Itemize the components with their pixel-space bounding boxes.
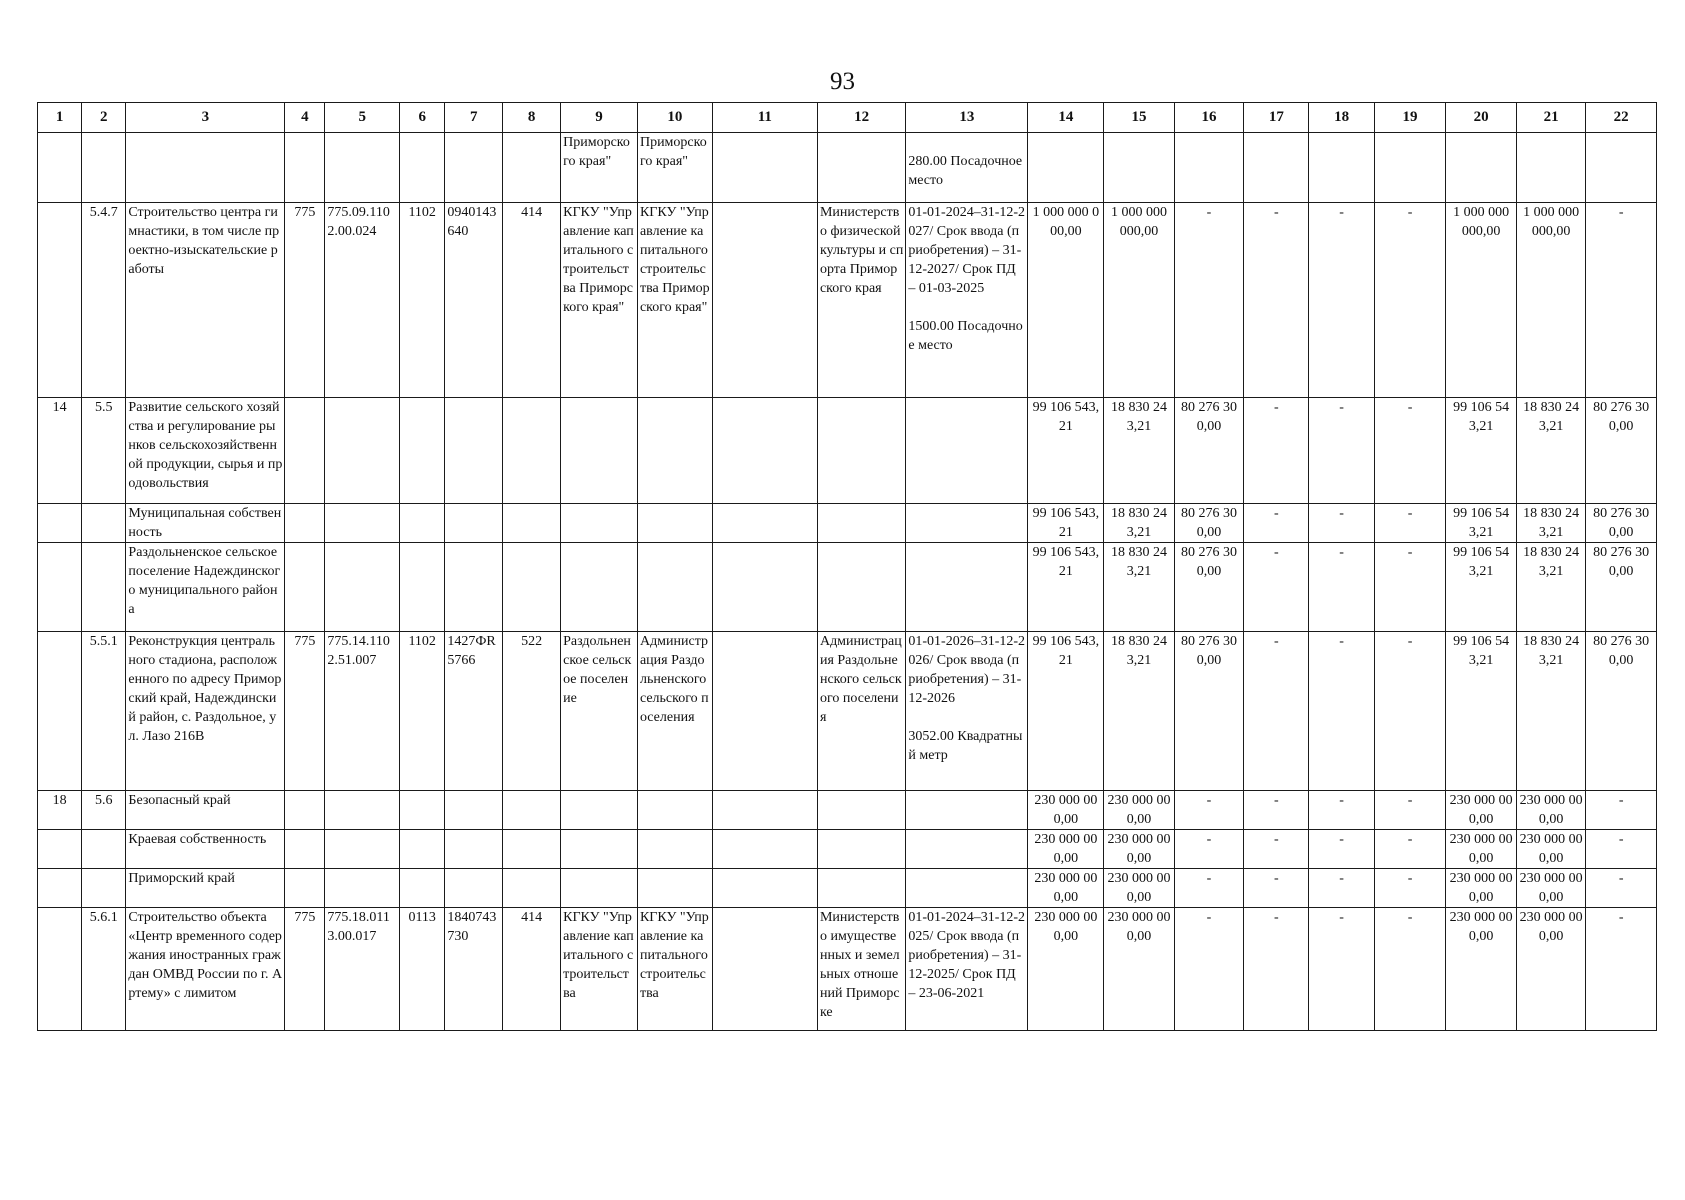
cell-col-9 [561,791,638,830]
table-row [38,133,1657,203]
cell-col-20: 1 000 000 000,00 [1446,203,1517,398]
cell-col-19: - [1374,203,1446,398]
column-header-20: 20 [1446,103,1517,133]
cell-col-14: 230 000 000,00 [1028,830,1104,869]
cell-col-5: 775.18.0113.00.017 [325,908,400,1031]
deadline-text: 01-01-2024–31-12-2025/ Срок ввода (приобретения) – 31-12-2025/ Срок ПД – 23-06-2021 [908,910,1026,1001]
cell-col-9 [561,398,638,504]
column-header-8: 8 [503,103,561,133]
cell-col-6 [400,543,445,632]
cell-col-3: Реконструкция центрального стадиона, расположенного по адресу Приморский край, Надеждинский район, с. Раздольное, ул. Лазо 216В [126,632,285,791]
cell-col-16: 80 276 300,00 [1174,504,1243,543]
cell-col-18: - [1309,543,1374,632]
cell-col-10 [637,869,712,908]
column-header-12: 12 [817,103,905,133]
cell-col-22: - [1586,791,1657,830]
cell-col-6 [400,398,445,504]
column-header-17: 17 [1244,103,1309,133]
cell-col-12 [817,830,905,869]
cell-col-5 [325,504,400,543]
cell-col-4 [285,869,325,908]
cell-col-10 [637,398,712,504]
cell-col-6 [400,869,445,908]
cell-col-10 [637,543,712,632]
cell-col-12: Администрация Раздольненского сельского поселения [817,632,905,791]
cell-col-21: 230 000 000,00 [1516,869,1585,908]
cell-col-13 [906,203,1028,398]
column-header-22: 22 [1586,103,1657,133]
table-row [38,869,1657,908]
cell-col-7 [445,791,503,830]
cell-col-15 [1104,133,1175,203]
cell-col-14: 99 106 543,21 [1028,632,1104,791]
cell-col-10 [637,830,712,869]
column-header-9: 9 [561,103,638,133]
cell-col-16: - [1174,203,1243,398]
cell-col-6 [400,504,445,543]
cell-col-15: 18 830 243,21 [1104,398,1175,504]
cell-col-19: - [1374,908,1446,1031]
cell-col-7 [445,504,503,543]
cell-col-17: - [1244,830,1309,869]
cell-col-14: 230 000 000,00 [1028,791,1104,830]
cell-col-11 [712,398,817,504]
cell-col-17: - [1244,869,1309,908]
cell-col-16 [1174,133,1243,203]
cell-col-1 [38,632,82,791]
cell-col-9: Раздольненское сельское поселение [561,632,638,791]
cell-col-13 [906,908,1028,1031]
cell-col-14: 99 106 543,21 [1028,543,1104,632]
column-header-16: 16 [1174,103,1243,133]
cell-col-3: Муниципальная собственность [126,504,285,543]
column-header-11: 11 [712,103,817,133]
column-header-3: 3 [126,103,285,133]
cell-col-7 [445,133,503,203]
cell-col-12 [817,133,905,203]
cell-col-10: КГКУ "Управление капитального строительства [637,908,712,1031]
cell-col-20: 99 106 543,21 [1446,543,1517,632]
cell-col-22: 80 276 300,00 [1586,543,1657,632]
cell-col-15: 18 830 243,21 [1104,632,1175,791]
cell-col-4: 775 [285,632,325,791]
cell-col-15: 18 830 243,21 [1104,504,1175,543]
cell-col-7: 1427ФR5766 [445,632,503,791]
cell-col-3: Краевая собственность [126,830,285,869]
cell-col-15: 1 000 000 000,00 [1104,203,1175,398]
cell-col-3: Развитие сельского хозяйства и регулирование рынков сельскохозяйственной продукции, сырья и продовольствия [126,398,285,504]
cell-col-2: 5.6.1 [82,908,126,1031]
column-header-5: 5 [325,103,400,133]
cell-col-14: 99 106 543,21 [1028,398,1104,504]
cell-col-17 [1244,133,1309,203]
cell-col-11 [712,543,817,632]
cell-col-11 [712,504,817,543]
cell-col-7 [445,398,503,504]
cell-col-10 [637,504,712,543]
column-header-4: 4 [285,103,325,133]
cell-col-14: 1 000 000 000,00 [1028,203,1104,398]
cell-col-12 [817,791,905,830]
cell-col-21: 18 830 243,21 [1516,632,1585,791]
table-body [38,133,1657,1031]
cell-col-13 [906,830,1028,869]
column-header-7: 7 [445,103,503,133]
cell-col-17: - [1244,908,1309,1031]
cell-col-3: Строительство центра гимнастики, в том числе проектно-изыскательские работы [126,203,285,398]
cell-col-18: - [1309,398,1374,504]
column-header-2: 2 [82,103,126,133]
cell-col-2 [82,869,126,908]
cell-col-8 [503,543,561,632]
cell-col-13 [906,398,1028,504]
capacity-text: 3052.00 Квадратный метр [908,729,1023,763]
cell-col-6: 1102 [400,632,445,791]
cell-col-4 [285,830,325,869]
cell-col-2 [82,133,126,203]
cell-col-6: 1102 [400,203,445,398]
cell-col-12 [817,504,905,543]
capacity-text: 1500.00 Посадочное место [908,319,1023,353]
cell-col-16: - [1174,869,1243,908]
cell-col-15: 230 000 000,00 [1104,908,1175,1031]
column-header-1: 1 [38,103,82,133]
cell-col-13 [906,133,1028,203]
cell-col-14: 230 000 000,00 [1028,869,1104,908]
cell-col-22: 80 276 300,00 [1586,504,1657,543]
cell-col-2 [82,504,126,543]
cell-col-22: 80 276 300,00 [1586,632,1657,791]
cell-col-21: 1 000 000 000,00 [1516,203,1585,398]
cell-col-8 [503,791,561,830]
cell-col-19: - [1374,398,1446,504]
capacity-text: 280.00 Посадочное место [908,154,1023,188]
cell-col-4 [285,398,325,504]
cell-col-5: 775.14.1102.51.007 [325,632,400,791]
column-header-14: 14 [1028,103,1104,133]
cell-col-16: - [1174,830,1243,869]
cell-col-20: 230 000 000,00 [1446,908,1517,1031]
column-header-18: 18 [1309,103,1374,133]
cell-col-15: 230 000 000,00 [1104,830,1175,869]
cell-col-5 [325,133,400,203]
cell-col-1 [38,830,82,869]
cell-col-11 [712,632,817,791]
cell-col-18 [1309,133,1374,203]
cell-col-8: 414 [503,203,561,398]
cell-col-13 [906,869,1028,908]
cell-col-9: КГКУ "Управление капитального строительства Приморского края" [561,203,638,398]
cell-col-17: - [1244,543,1309,632]
cell-col-13 [906,543,1028,632]
cell-col-22 [1586,133,1657,203]
cell-col-4 [285,791,325,830]
cell-col-19: - [1374,543,1446,632]
cell-col-16: 80 276 300,00 [1174,543,1243,632]
cell-col-20: 99 106 543,21 [1446,504,1517,543]
cell-col-21: 230 000 000,00 [1516,908,1585,1031]
cell-col-7: 1840743730 [445,908,503,1031]
cell-col-21: 18 830 243,21 [1516,543,1585,632]
cell-col-21: 230 000 000,00 [1516,791,1585,830]
cell-col-18: - [1309,203,1374,398]
cell-col-1: 18 [38,791,82,830]
cell-col-17: - [1244,791,1309,830]
cell-col-14 [1028,133,1104,203]
cell-col-19 [1374,133,1446,203]
cell-col-12 [817,543,905,632]
cell-col-19: - [1374,791,1446,830]
table-row [38,543,1657,632]
cell-col-5 [325,791,400,830]
cell-col-8 [503,504,561,543]
cell-col-21: 18 830 243,21 [1516,504,1585,543]
deadline-text: 01-01-2026–31-12-2026/ Срок ввода (приобретения) – 31-12-2026 [908,634,1026,706]
table-row [38,791,1657,830]
cell-col-4: 775 [285,203,325,398]
cell-col-21: 18 830 243,21 [1516,398,1585,504]
cell-col-18: - [1309,869,1374,908]
column-header-10: 10 [637,103,712,133]
cell-col-2: 5.4.7 [82,203,126,398]
cell-col-22: - [1586,908,1657,1031]
cell-col-11 [712,133,817,203]
cell-col-12: Министерство имущественных и земельных отношений Приморске [817,908,905,1031]
cell-col-12 [817,398,905,504]
table-row [38,632,1657,791]
cell-col-12 [817,869,905,908]
cell-col-20: 230 000 000,00 [1446,830,1517,869]
cell-col-1 [38,869,82,908]
cell-col-9 [561,543,638,632]
column-header-21: 21 [1516,103,1585,133]
cell-col-6 [400,791,445,830]
cell-col-5: 775.09.1102.00.024 [325,203,400,398]
cell-col-15: 18 830 243,21 [1104,543,1175,632]
cell-col-4 [285,133,325,203]
cell-col-16: 80 276 300,00 [1174,632,1243,791]
cell-col-6 [400,830,445,869]
cell-col-3 [126,133,285,203]
cell-col-5 [325,543,400,632]
cell-col-15: 230 000 000,00 [1104,791,1175,830]
table-row [38,908,1657,1031]
column-header-19: 19 [1374,103,1446,133]
cell-col-19: - [1374,830,1446,869]
cell-col-1: 14 [38,398,82,504]
cell-col-17: - [1244,504,1309,543]
cell-col-18: - [1309,504,1374,543]
header-row [38,103,1657,133]
cell-col-13 [906,791,1028,830]
cell-col-9: КГКУ "Управление капитального строительства [561,908,638,1031]
cell-col-2 [82,830,126,869]
cell-col-3: Строительство объекта «Центр временного содержания иностранных граждан ОМВД России по г. Артему» с лимитом [126,908,285,1031]
table-row [38,203,1657,398]
cell-col-4 [285,543,325,632]
cell-col-6 [400,133,445,203]
cell-col-8 [503,133,561,203]
budget-table [37,102,1657,1031]
cell-col-2: 5.6 [82,791,126,830]
cell-col-6: 0113 [400,908,445,1031]
cell-col-20: 99 106 543,21 [1446,632,1517,791]
cell-col-5 [325,830,400,869]
cell-col-4: 775 [285,908,325,1031]
cell-col-8 [503,398,561,504]
cell-col-19: - [1374,632,1446,791]
cell-col-22: - [1586,869,1657,908]
cell-col-1 [38,203,82,398]
cell-col-2 [82,543,126,632]
cell-col-10 [637,791,712,830]
cell-col-9 [561,504,638,543]
cell-col-10: Администрация Раздольненского сельского поселения [637,632,712,791]
cell-col-1 [38,908,82,1031]
cell-col-15: 230 000 000,00 [1104,869,1175,908]
cell-col-16: - [1174,908,1243,1031]
cell-col-13 [906,632,1028,791]
cell-col-11 [712,869,817,908]
page-number: 93 [830,68,855,95]
cell-col-20: 99 106 543,21 [1446,398,1517,504]
cell-col-9 [561,869,638,908]
cell-col-11 [712,830,817,869]
cell-col-10: КГКУ "Управление капитального строительства Приморского края" [637,203,712,398]
column-header-15: 15 [1104,103,1175,133]
cell-col-20 [1446,133,1517,203]
cell-col-1 [38,133,82,203]
cell-col-11 [712,791,817,830]
cell-col-10: Приморского края" [637,133,712,203]
cell-col-7 [445,869,503,908]
cell-col-12: Министерство физической культуры и спорта Приморского края [817,203,905,398]
cell-col-17: - [1244,398,1309,504]
cell-col-18: - [1309,791,1374,830]
cell-col-14: 99 106 543,21 [1028,504,1104,543]
cell-col-14: 230 000 000,00 [1028,908,1104,1031]
cell-col-1 [38,543,82,632]
cell-col-18: - [1309,632,1374,791]
cell-col-22: - [1586,203,1657,398]
column-header-6: 6 [400,103,445,133]
cell-col-21: 230 000 000,00 [1516,830,1585,869]
table-row [38,504,1657,543]
cell-col-3: Раздольненское сельское поселение Надеждинского муниципального района [126,543,285,632]
table-row [38,830,1657,869]
cell-col-18: - [1309,830,1374,869]
cell-col-2: 5.5 [82,398,126,504]
cell-col-20: 230 000 000,00 [1446,869,1517,908]
cell-col-16: 80 276 300,00 [1174,398,1243,504]
cell-col-8 [503,869,561,908]
cell-col-13 [906,504,1028,543]
column-header-13: 13 [906,103,1028,133]
cell-col-3: Безопасный край [126,791,285,830]
cell-col-7 [445,830,503,869]
cell-col-11 [712,908,817,1031]
cell-col-18: - [1309,908,1374,1031]
cell-col-9: Приморского края" [561,133,638,203]
cell-col-17: - [1244,632,1309,791]
cell-col-22: - [1586,830,1657,869]
cell-col-4 [285,504,325,543]
cell-col-1 [38,504,82,543]
cell-col-8: 522 [503,632,561,791]
cell-col-7 [445,543,503,632]
cell-col-3: Приморский край [126,869,285,908]
cell-col-7: 0940143640 [445,203,503,398]
cell-col-11 [712,203,817,398]
deadline-text: 01-01-2024–31-12-2027/ Срок ввода (приобретения) – 31-12-2027/ Срок ПД – 01-03-2025 [908,205,1026,296]
cell-col-9 [561,830,638,869]
cell-col-20: 230 000 000,00 [1446,791,1517,830]
cell-col-19: - [1374,869,1446,908]
cell-col-22: 80 276 300,00 [1586,398,1657,504]
table-row [38,398,1657,504]
cell-col-2: 5.5.1 [82,632,126,791]
cell-col-5 [325,869,400,908]
cell-col-21 [1516,133,1585,203]
cell-col-5 [325,398,400,504]
cell-col-8 [503,830,561,869]
cell-col-19: - [1374,504,1446,543]
cell-col-8: 414 [503,908,561,1031]
cell-col-16: - [1174,791,1243,830]
cell-col-17: - [1244,203,1309,398]
